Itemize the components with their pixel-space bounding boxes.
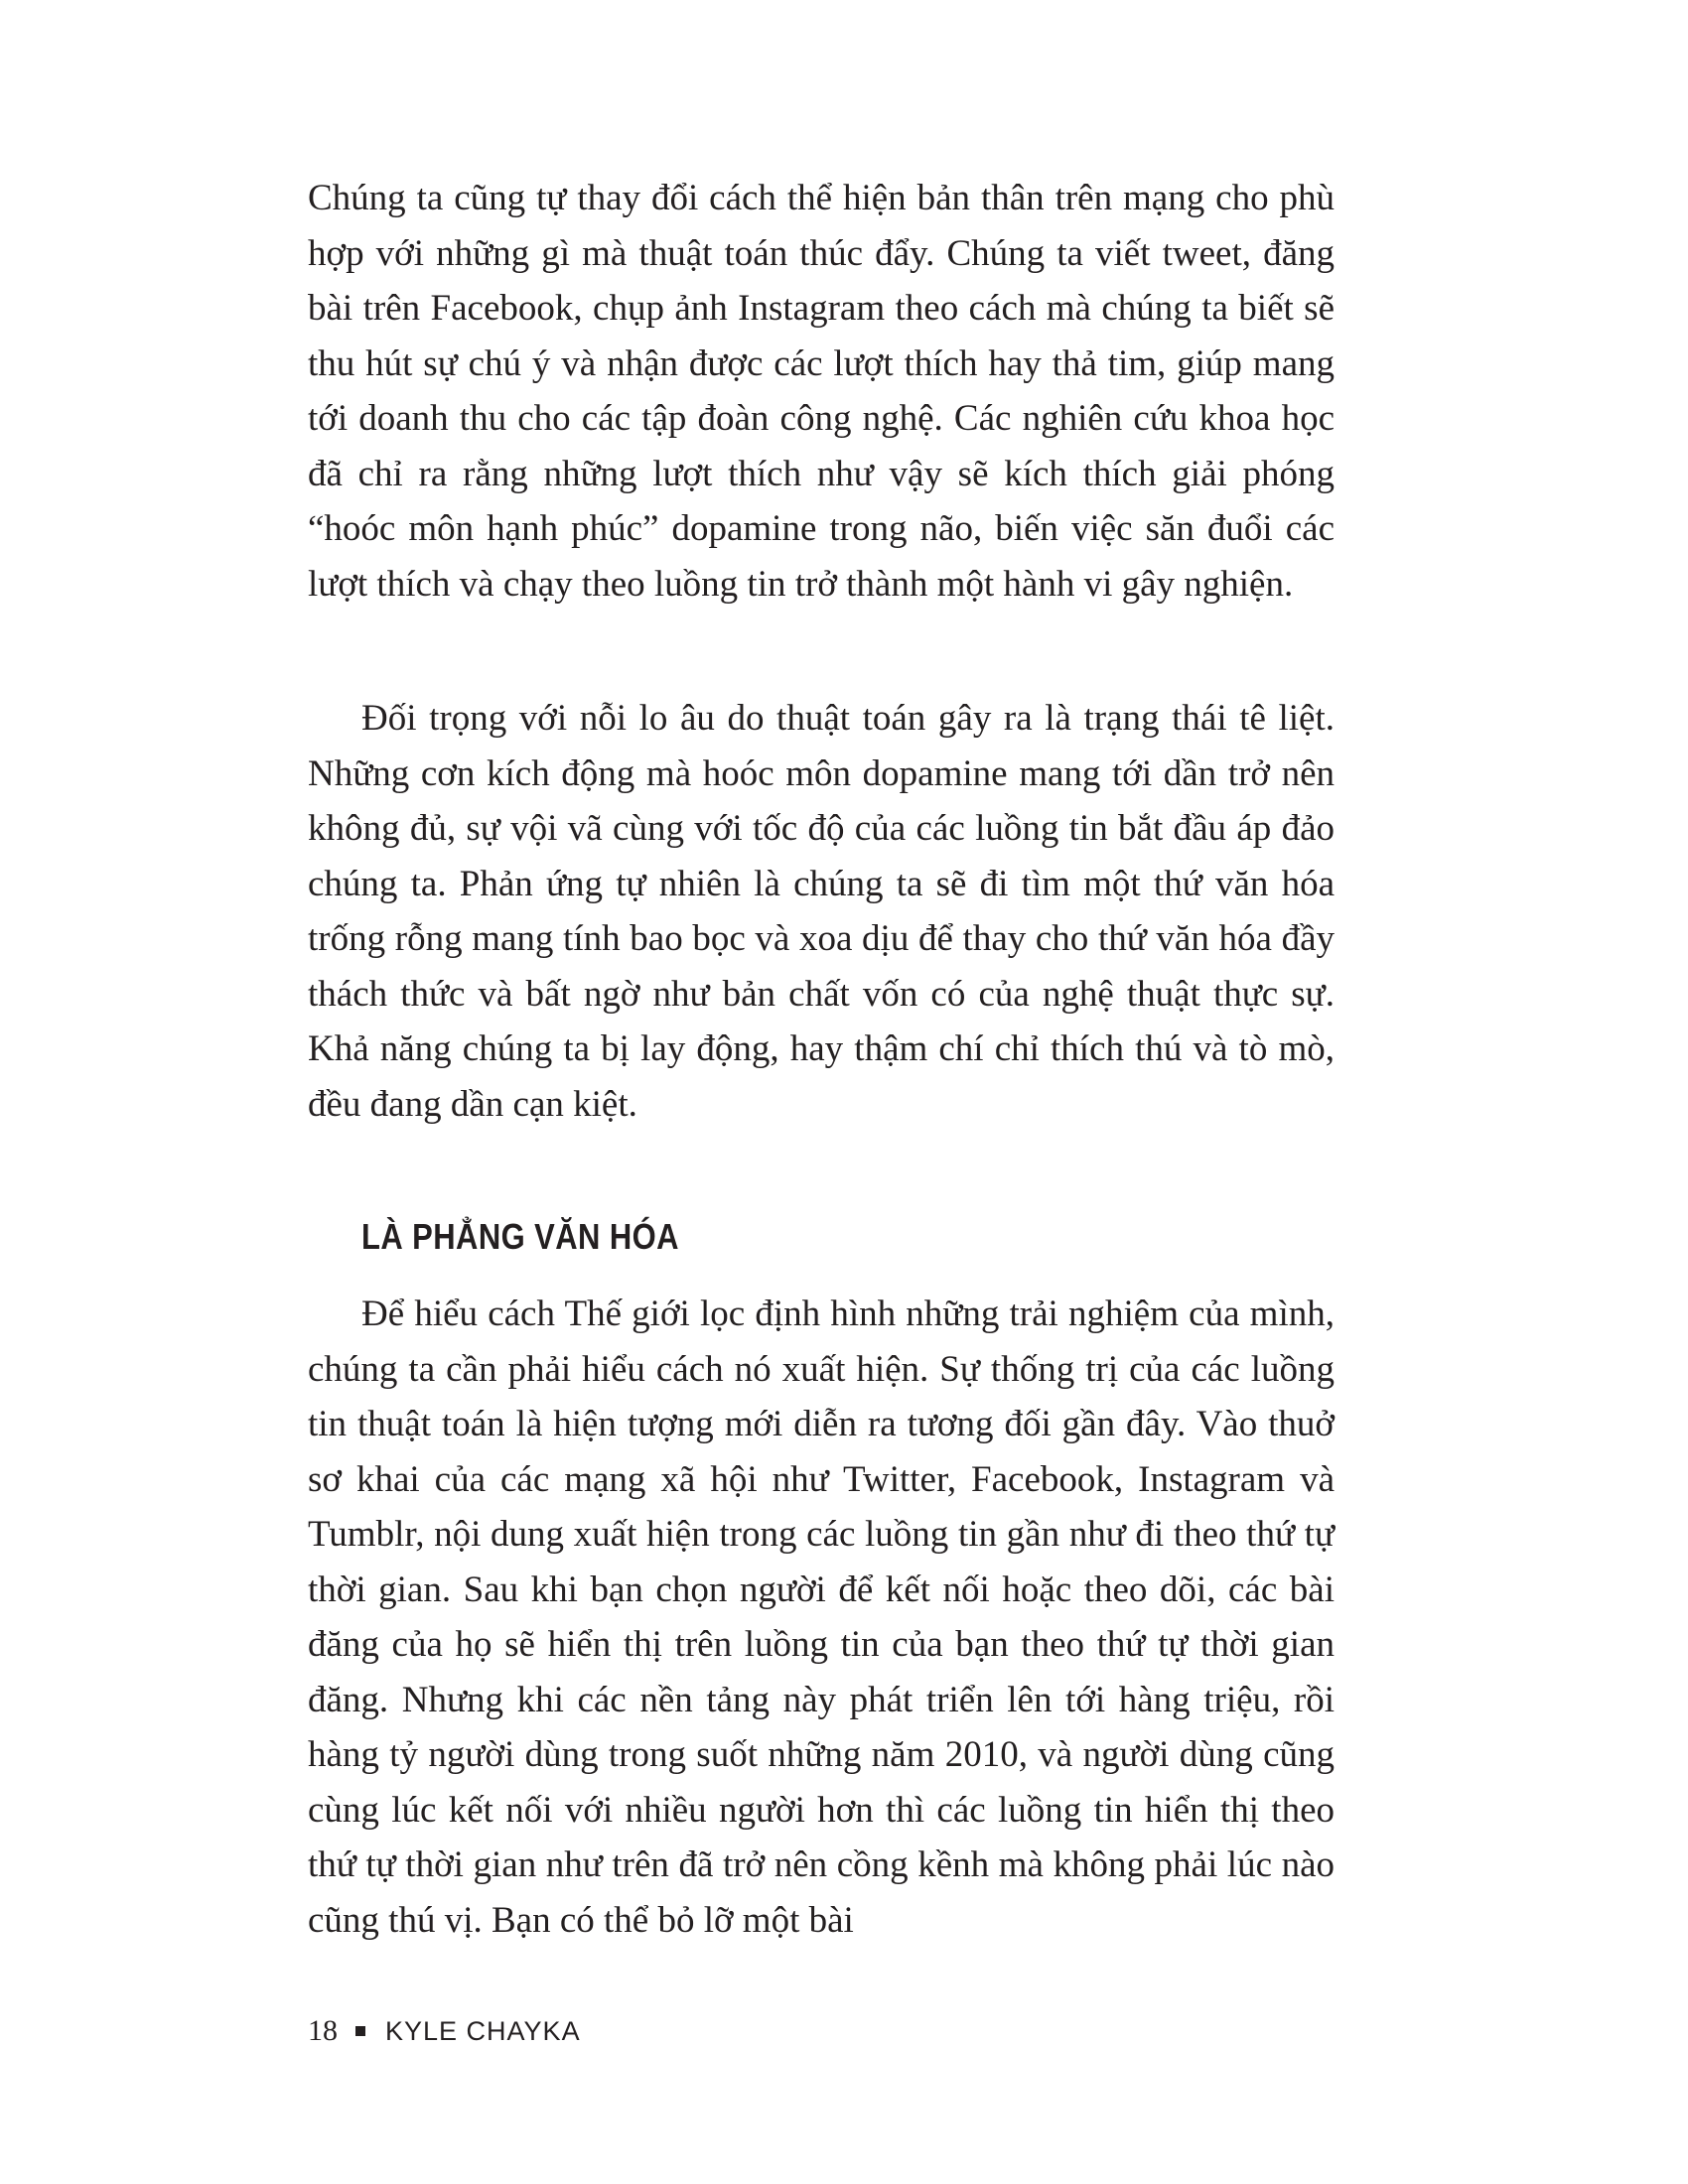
paragraph: Để hiểu cách Thế giới lọc định hình những trải nghiệm của mình, chúng ta cần phải hiểu cách nó xuất hiện. Sự thống trị của các luồng tin thuật toán là hiện tượng mới diễn ra tương đối gần đây. Vào thuở sơ khai của các mạng xã hội như Twitter, Facebook, Instagram và Tumblr, nội dung xuất hiện trong các luồng tin gần như đi theo thứ tự thời gian. Sau khi bạn chọn người để kết nối hoặc theo dõi, các bài đăng của họ sẽ hiển thị trên luồng tin của bạn theo thứ tự thời gian đăng. Nhưng khi các nền tảng này phát triển lên tới hàng triệu, rồi hàng tỷ người dùng trong suốt những năm 2010, và người dùng cũng cùng lúc kết nối với nhiều người hơn thì các luồng tin hiển thị theo thứ tự thời gian như trên đã trở nên cồng kềnh mà không phải lúc nào cũng thú vị. Bạn có thể bỏ lỡ một bài: [308, 1294, 1335, 1941]
paragraph: Chúng ta cũng tự thay đổi cách thể hiện bản thân trên mạng cho phù hợp với những gì mà thuật toán thúc đẩy. Chúng ta viết tweet, đăng bài trên Facebook, chụp ảnh Instagram theo cách mà chúng ta biết sẽ thu hút sự chú ý và nhận được các lượt thích hay thả tim, giúp mang tới doanh thu cho các tập đoàn công nghệ. Các nghiên cứu khoa học đã chỉ ra rằng những lượt thích như vậy sẽ kích thích giải phóng “hoóc môn hạnh phúc” dopamine trong não, biến việc săn đuổi các lượt thích và chạy theo luồng tin trở thành một hành vi gây nghiện.: [308, 178, 1335, 605]
square-separator-icon: [355, 2026, 365, 2036]
body-text-block-3: [308, 1287, 1335, 1948]
body-text-block-1: [308, 171, 1335, 612]
running-footer-author: KYLE CHAYKA: [385, 2015, 581, 2046]
page-number: 18: [308, 2014, 338, 2047]
page-footer: [308, 2011, 581, 2051]
section-heading: LÀ PHẲNG VĂN HÓA: [361, 1216, 679, 1257]
paragraph: Đối trọng với nỗi lo âu do thuật toán gây ra là trạng thái tê liệt. Những cơn kích động mà hoóc môn dopamine mang tới dần trở nên không đủ, sự vội vã cùng với tốc độ của các luồng tin bắt đầu áp đảo chúng ta. Phản ứng tự nhiên là chúng ta sẽ đi tìm một thứ văn hóa trống rỗng mang tính bao bọc và xoa dịu để thay cho thứ văn hóa đầy thách thức và bất ngờ như bản chất vốn có của nghệ thuật thực sự. Khả năng chúng ta bị lay động, hay thậm chí chỉ thích thú và tò mò, đều đang dần cạn kiệt.: [308, 698, 1335, 1125]
body-text-block-2: [308, 691, 1335, 1132]
